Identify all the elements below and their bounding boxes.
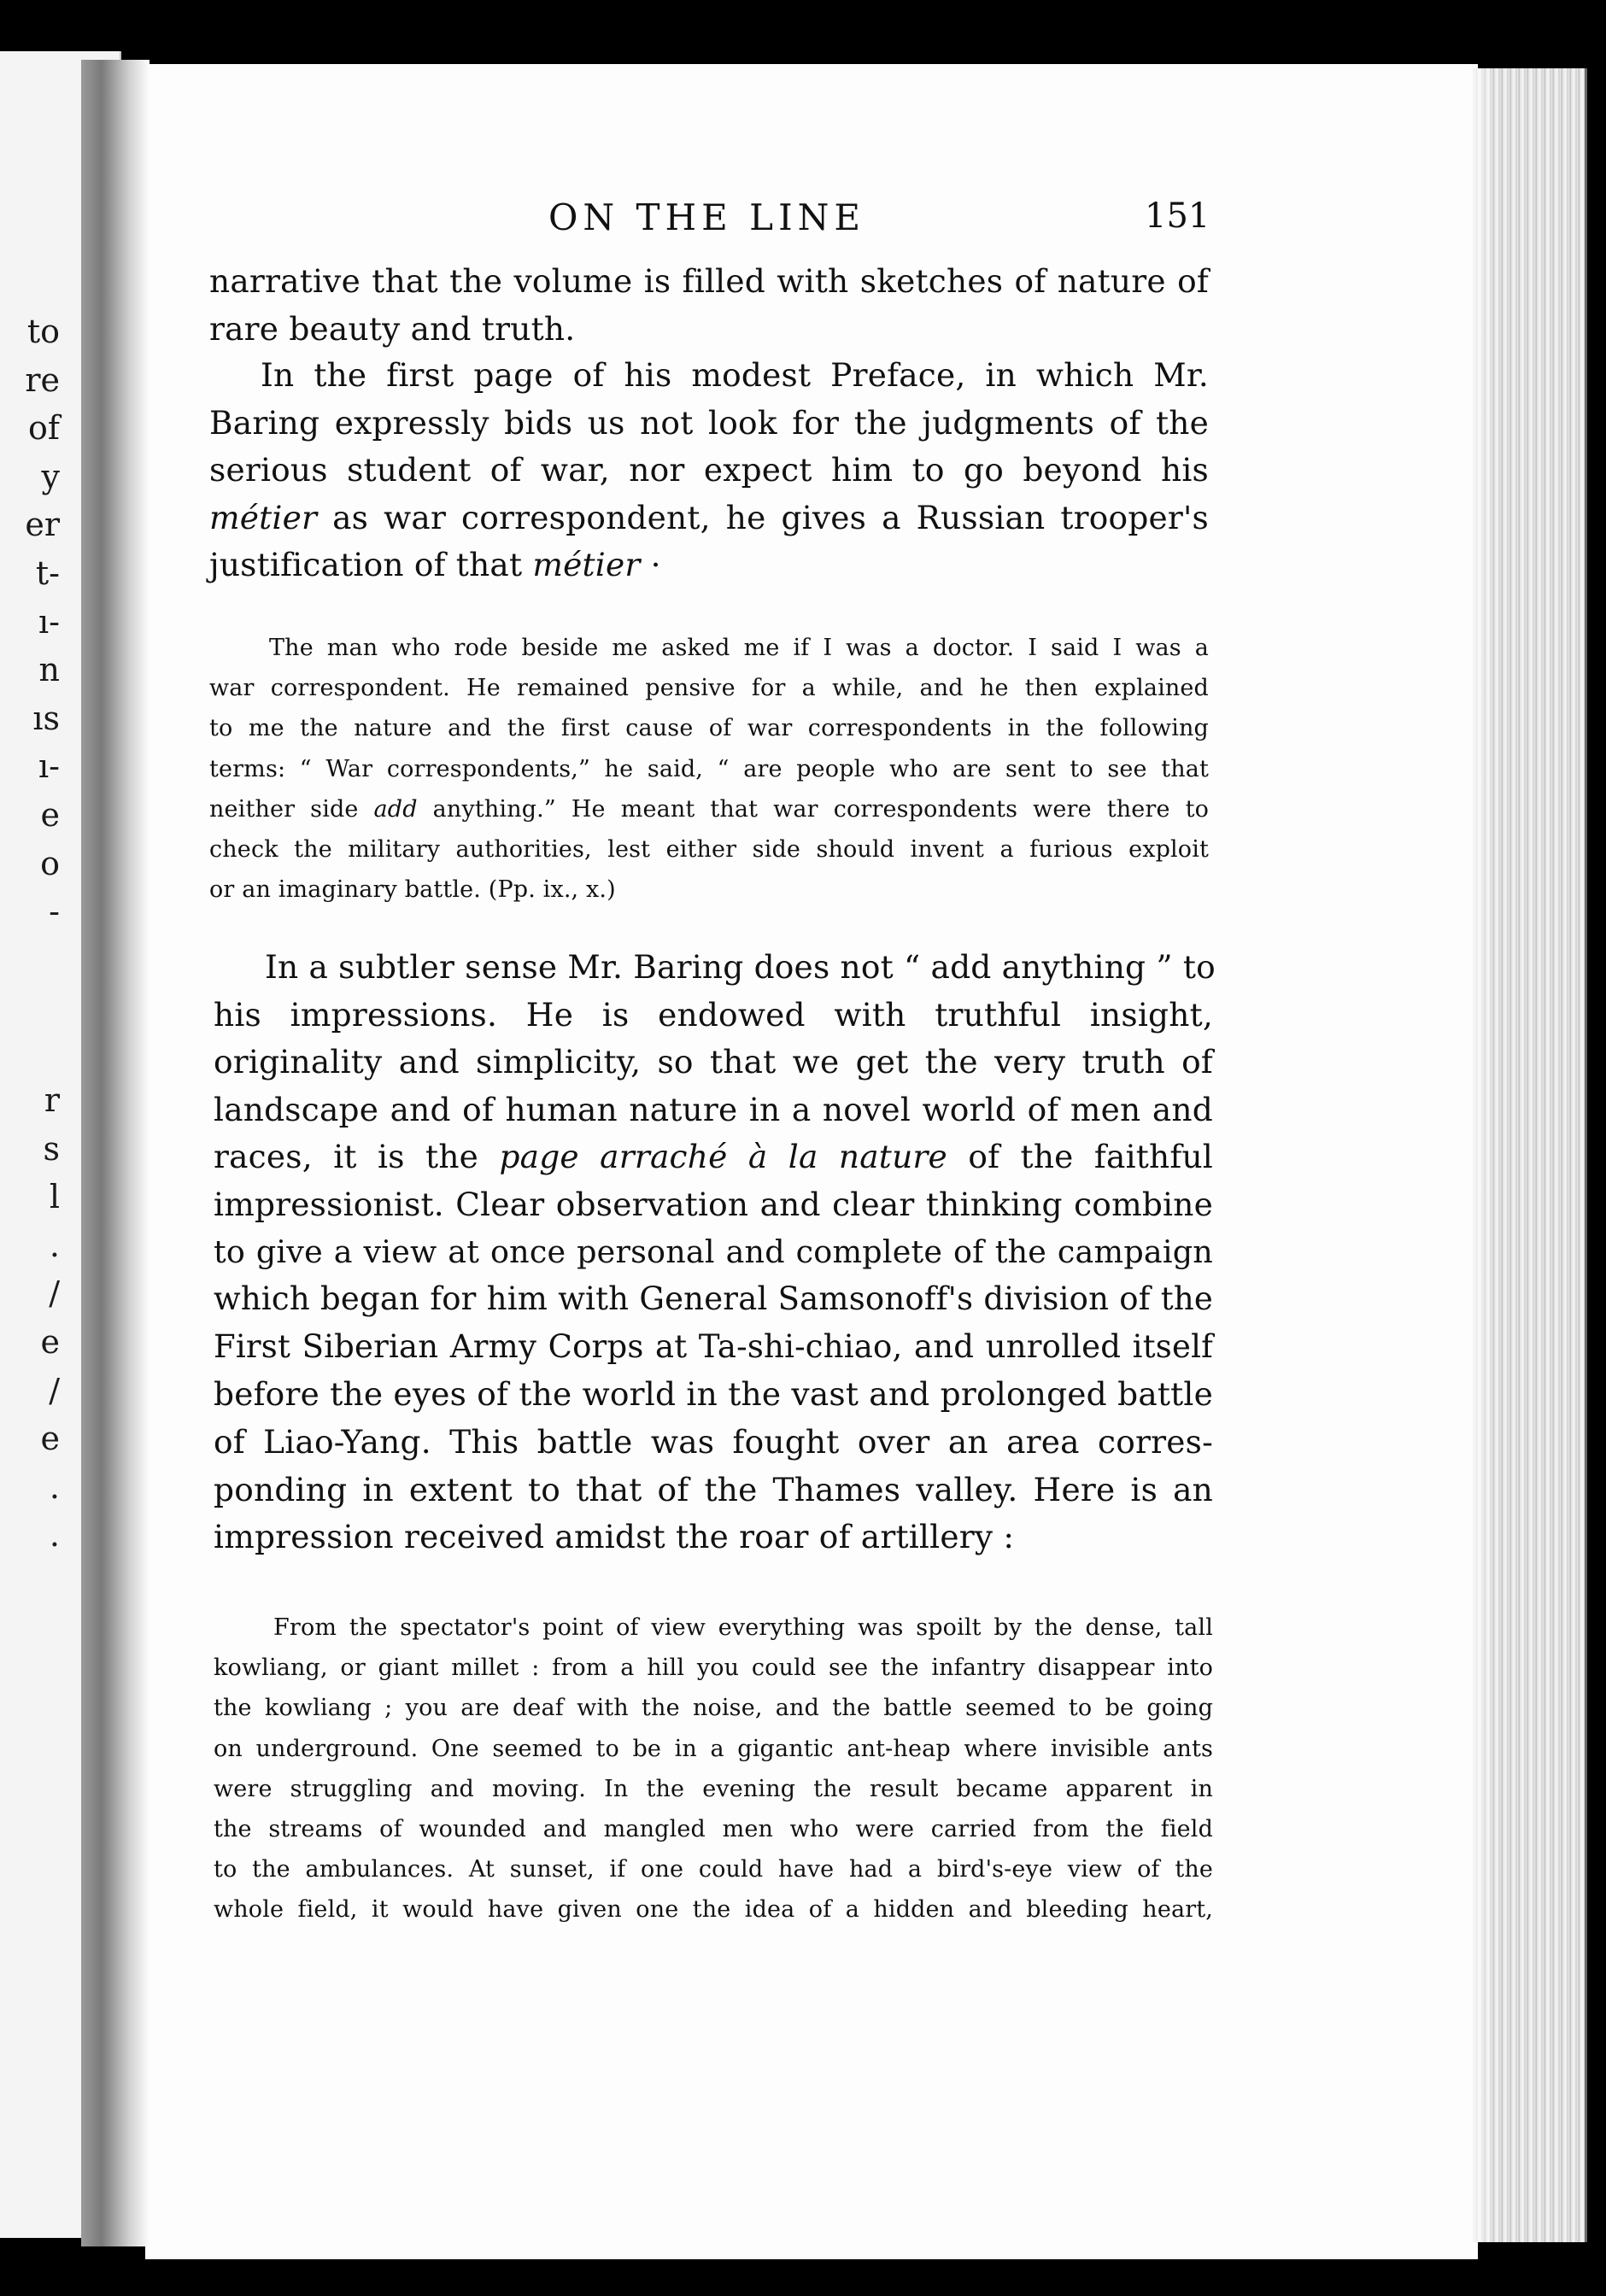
left-page-fragments-upper <box>0 308 60 936</box>
fragment-line: er <box>25 506 60 544</box>
text-line: check the military authorities, lest either side should invent a furious exploit <box>209 836 1209 863</box>
fragment-line: - <box>49 893 60 931</box>
fragment-line: o <box>40 844 60 882</box>
right-page <box>145 64 1478 2259</box>
fragment-line: re <box>25 360 60 399</box>
fragment-line: e <box>40 1322 60 1361</box>
fragment-line: y <box>41 457 60 495</box>
text-line: Baring expressly bids us not look for the judgments of the <box>209 403 1209 442</box>
text-line: to give a view at once personal and complete of the campaign <box>214 1233 1213 1270</box>
text-line: impression received amidst the roar of artillery : <box>214 1518 1015 1556</box>
fragment-line: ıs <box>32 699 60 737</box>
fragment-line: ı- <box>38 747 60 786</box>
text-line: serious student of war, nor expect him to go beyond his <box>209 451 1209 489</box>
fragment-line: t- <box>35 554 60 592</box>
page-text <box>145 64 1478 2259</box>
text-line: In a subtler sense Mr. Baring does not “ add anything ” to <box>265 948 1216 986</box>
text-line: whole field, it would have given one the idea of a hidden and bleeding heart, <box>214 1896 1213 1924</box>
fragment-line: of <box>28 409 60 448</box>
text-line: to me the nature and the first cause of war correspondents in the following <box>209 715 1209 742</box>
text-line: on underground. One seemed to be in a gigantic ant-heap where invisible ants <box>214 1735 1213 1762</box>
text-line: were struggling and moving. In the evening the result became apparent in <box>214 1775 1213 1802</box>
gutter-shadow <box>81 60 149 2246</box>
page-number: 151 <box>1145 196 1210 236</box>
text-line: In the first page of his modest Preface, in which Mr. <box>261 356 1209 394</box>
text-line: war correspondent. He remained pensive for a while, and he then explained <box>209 675 1209 702</box>
fragment-line: ı- <box>38 602 60 641</box>
text-line: originality and simplicity, so that we get the very truth of <box>214 1043 1213 1081</box>
text-line: impressionist. Clear observation and clear thinking combine <box>214 1186 1213 1223</box>
page-edges-shade <box>1469 68 1495 2242</box>
text-line: before the eyes of the world in the vast and prolonged battle <box>214 1375 1213 1414</box>
fragment-line: to <box>26 313 60 350</box>
fragment-line: / <box>49 1274 60 1313</box>
text-line: races, it is the page arraché à la nature of the faithful <box>214 1138 1214 1176</box>
text-line: kowliang, or giant millet : from a hill you could see the infantry disappear into <box>214 1655 1213 1682</box>
fragment-line: . <box>49 1467 60 1506</box>
text-line: From the spectator's point of view everything was spoilt by the dense, tall <box>273 1614 1213 1641</box>
text-line: his impressions. He is endowed with truthful insight, <box>214 995 1213 1034</box>
text-line: to the ambulances. At sunset, if one could have had a bird's-eye view of the <box>214 1856 1213 1883</box>
text-line: the streams of wounded and mangled men who were carried from the field <box>214 1816 1213 1842</box>
text-line: métier as war correspondent, he gives a Russian trooper's <box>209 498 1209 536</box>
left-page-fragments-lower <box>0 1076 60 1560</box>
fragment-line: l <box>49 1178 60 1216</box>
text-line: the kowliang ; you are deaf with the noise, and the battle seemed to be going <box>214 1695 1213 1722</box>
text-line: terms: “ War correspondents,” he said, “ are people who are sent to see that <box>209 755 1209 782</box>
fragment-line: . <box>49 1516 60 1555</box>
fragment-line: . <box>49 1226 60 1264</box>
fragment-line: n <box>38 651 60 689</box>
fragment-line: / <box>49 1371 60 1409</box>
fragment-line: r <box>44 1081 60 1119</box>
text-line: The man who rode beside me asked me if I was a doctor. I said I was a <box>269 635 1209 661</box>
text-line: landscape and of human nature in a novel world of men and <box>214 1090 1213 1128</box>
text-line: rare beauty and truth. <box>209 309 576 348</box>
text-line: which began for him with General Samsonoff's division of the <box>214 1280 1213 1318</box>
text-line: First Siberian Army Corps at Ta-shi-chiao, and unrolled itself <box>214 1327 1213 1365</box>
text-line: of Liao-Yang. This battle was fought over an area corres- <box>214 1423 1213 1461</box>
text-line: neither side add anything.” He meant that war correspondents were there to <box>209 795 1209 823</box>
fragment-line: e <box>40 795 60 834</box>
text-line: or an imaginary battle. (Pp. ix., x.) <box>209 876 616 904</box>
running-title: ON THE LINE <box>548 196 866 238</box>
fragment-line: s <box>43 1129 60 1168</box>
text-line: ponding in extent to that of the Thames valley. Here is an <box>214 1470 1213 1508</box>
fragment-line: e <box>40 1420 60 1458</box>
text-line: justification of that métier · <box>209 546 661 583</box>
text-line: narrative that the volume is filled with sketches of nature of <box>209 262 1209 300</box>
